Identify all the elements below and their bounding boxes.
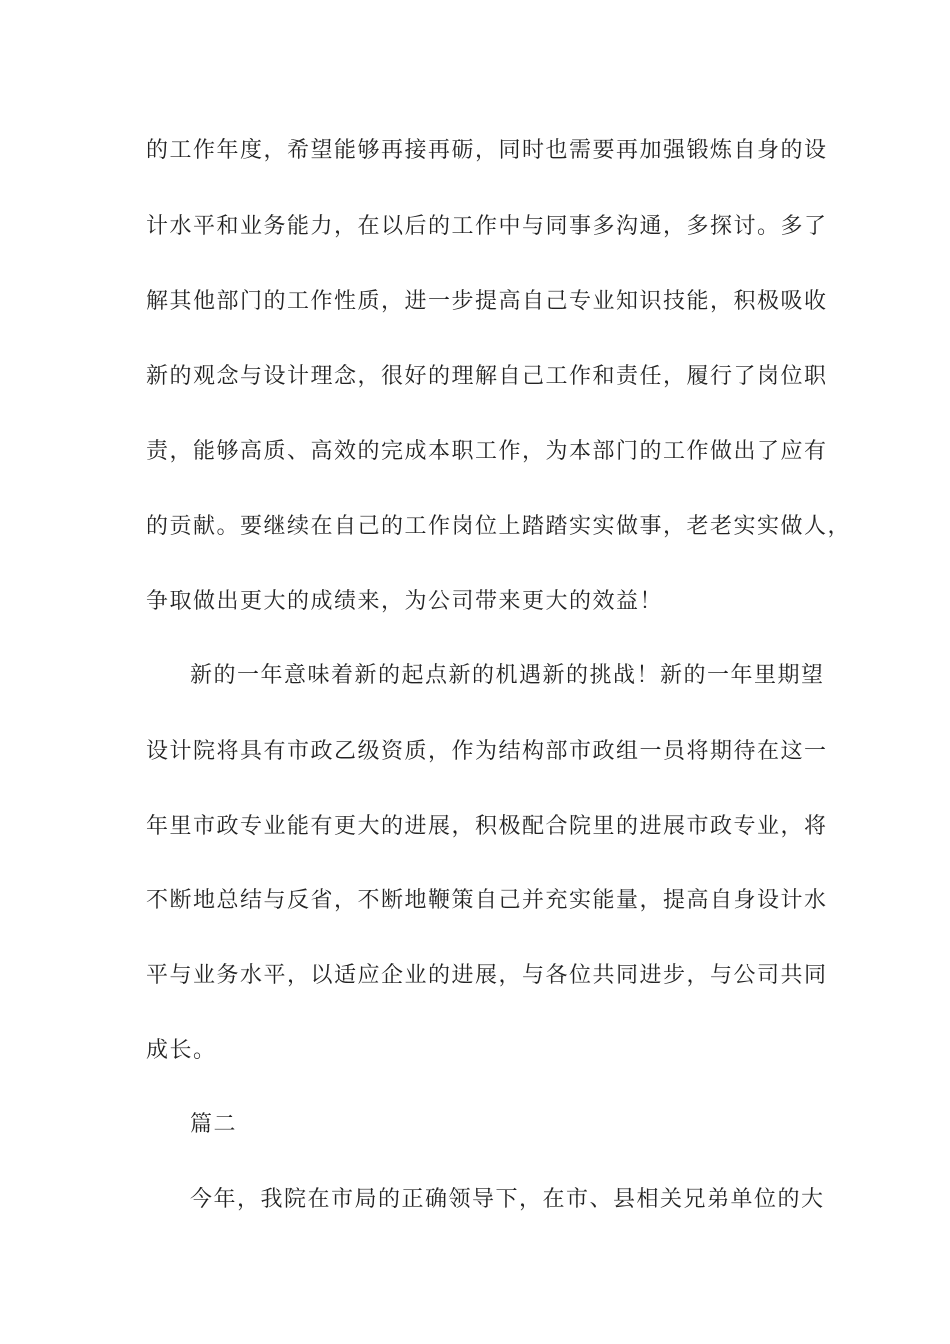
- text-line: 年里市政专业能有更大的进展，积极配合院里的进展市政专业，将: [146, 814, 828, 839]
- text-line: 争取做出更大的成绩来，为公司带来更大的效益！: [146, 589, 664, 614]
- text-line: 不断地总结与反省，不断地鞭策自己并充实能量，提高自身设计水: [146, 888, 828, 913]
- text-line: 计水平和业务能力，在以后的工作中与同事多沟通，多探讨。多了: [146, 214, 828, 239]
- text-line: 新的观念与设计理念，很好的理解自己工作和责任，履行了岗位职: [146, 364, 828, 389]
- section-heading: 篇二: [190, 1112, 238, 1137]
- paragraph-first-line: 今年，我院在市局的正确领导下，在市、县相关兄弟单位的大: [190, 1187, 825, 1212]
- text-line: 平与业务水平，以适应企业的进展，与各位共同进步，与公司共同: [146, 963, 828, 988]
- text-line: 的工作年度，希望能够再接再砺，同时也需要再加强锻炼自身的设: [146, 138, 828, 163]
- text-line: 设计院将具有市政乙级资质，作为结构部市政组一员将期待在这一: [146, 739, 828, 764]
- text-line: 解其他部门的工作性质，进一步提高自己专业知识技能，积极吸收: [146, 289, 828, 314]
- text-line: 责，能够高质、高效的完成本职工作，为本部门的工作做出了应有: [146, 439, 828, 464]
- paragraph-first-line: 新的一年意味着新的起点新的机遇新的挑战！新的一年里期望: [190, 663, 825, 688]
- text-line: 成长。: [146, 1038, 217, 1063]
- text-line: 的贡献。要继续在自己的工作岗位上踏踏实实做事，老老实实做人，: [146, 514, 852, 539]
